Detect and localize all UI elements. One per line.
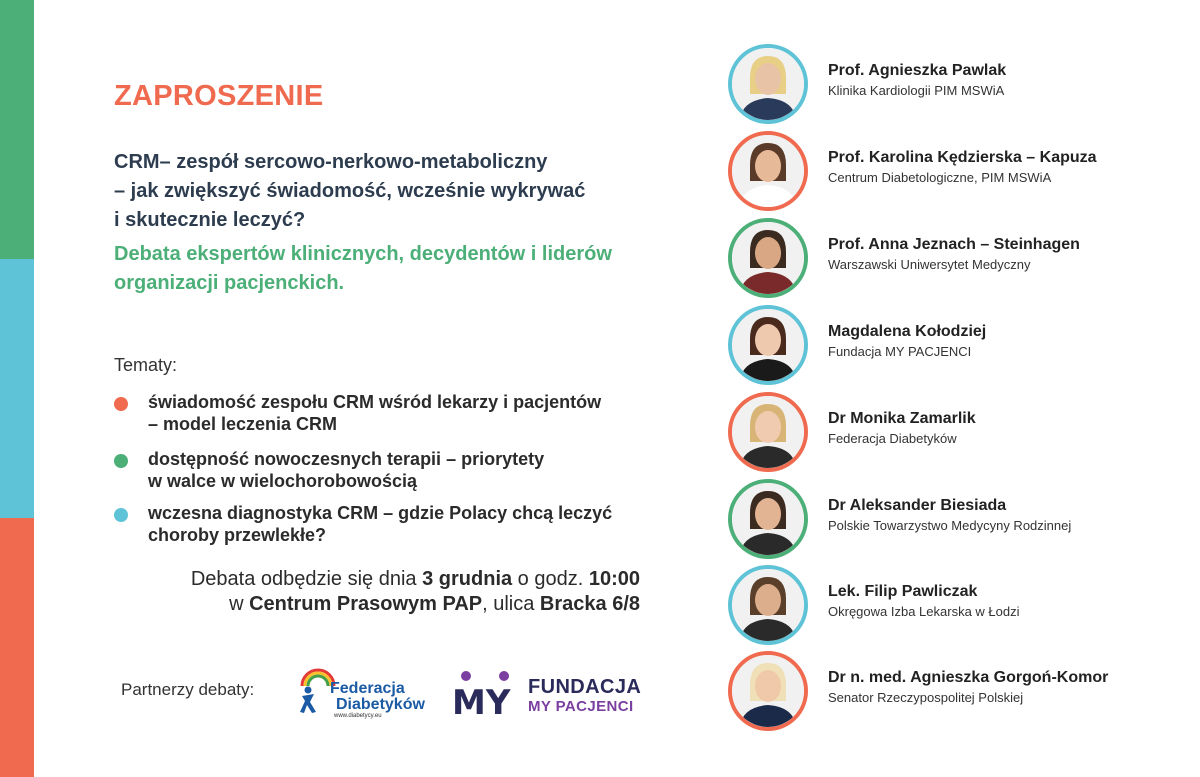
speaker-name: Dr Aleksander Biesiada [828, 497, 1007, 514]
speaker-card [728, 218, 1188, 300]
speaker-organization: Centrum Diabetologiczne, PIM MSWiA [828, 170, 1052, 185]
person-photo-icon [732, 309, 804, 381]
topic-text [148, 391, 601, 435]
bullet-dot-icon [114, 397, 128, 411]
speaker-card [728, 479, 1188, 561]
speaker-avatar [728, 651, 808, 731]
person-photo-icon [732, 222, 804, 294]
my-letters: MY [452, 683, 511, 720]
topic-line: świadomość zespołu CRM wśród lekarzy i pacjentów [148, 392, 602, 412]
person-photo-icon [732, 655, 804, 727]
event-date: 3 grudnia [422, 568, 513, 590]
speaker-card [728, 305, 1188, 387]
bullet-dot-icon [114, 454, 128, 468]
invitation-title: ZAPROSZENIE [114, 80, 324, 112]
headline-line: – jak zwiększyć świadomość, wcześnie wykrywać [114, 180, 586, 202]
logo-url: www.diabetycy.eu [334, 713, 382, 719]
speaker-avatar [728, 479, 808, 559]
speaker-organization: Warszawski Uniwersytet Medyczny [828, 257, 1031, 272]
topic-line: wczesna diagnostyka CRM – gdzie Polacy chcą leczyć [148, 503, 613, 523]
speaker-name: Lek. Filip Pawliczak [828, 583, 978, 600]
logo-text: Federacja [330, 680, 405, 697]
topic-line: – model leczenia CRM [148, 414, 338, 434]
speaker-name: Prof. Agnieszka Pawlak [828, 62, 1007, 79]
speaker-card [728, 44, 1188, 126]
speaker-name: Prof. Karolina Kędzierska – Kapuza [828, 149, 1097, 166]
person-photo-icon [732, 483, 804, 555]
event-time: 10:00 [588, 568, 640, 590]
speaker-card [728, 565, 1188, 647]
subheadline: Debata ekspertów klinicznych, decydentów i liderów organizacji pacjenckich. [114, 243, 612, 294]
speaker-name: Magdalena Kołodziej [828, 323, 987, 340]
speaker-name: Prof. Anna Jeznach – Steinhagen [828, 236, 1080, 253]
person-photo-icon [732, 396, 804, 468]
logo-text: FUNDACJA [528, 676, 642, 698]
bullet-dot-icon [114, 508, 128, 522]
speaker-avatar [728, 44, 808, 124]
speaker-avatar [728, 392, 808, 472]
speaker-card [728, 131, 1188, 213]
headline-line: i skutecznie leczyć? [114, 209, 306, 231]
event-date-line [114, 567, 640, 592]
topics-label: Tematy: [114, 355, 178, 375]
speaker-avatar [728, 218, 808, 298]
event-text: w [229, 593, 250, 615]
side-stripe-blue [0, 259, 34, 518]
speaker-avatar [728, 131, 808, 211]
topic-line: dostępność nowoczesnych terapii – priorytety [148, 449, 545, 469]
event-address: Bracka 6/8 [539, 593, 640, 615]
event-text: o godz. [512, 568, 589, 590]
person-photo-icon [732, 135, 804, 207]
speaker-name: Dr Monika Zamarlik [828, 410, 976, 427]
speaker-avatar [728, 565, 808, 645]
side-stripe-red [0, 518, 34, 777]
event-text: , ulica [482, 593, 540, 615]
event-text: Debata odbędzie się dnia [190, 568, 423, 590]
person-photo-icon [732, 48, 804, 120]
topic-text [148, 502, 612, 546]
speaker-organization: Federacja Diabetyków [828, 431, 957, 446]
topic-line: choroby przewlekłe? [148, 525, 327, 545]
speaker-avatar [728, 305, 808, 385]
speaker-organization: Polskie Towarzystwo Medycyny Rodzinnej [828, 518, 1072, 533]
speaker-organization: Fundacja MY PACJENCI [828, 344, 972, 359]
my-letters-icon [452, 668, 522, 720]
logo-text: Diabetyków [336, 696, 425, 713]
federacja-diabetykow-logo [296, 666, 436, 718]
partners-label: Partnerzy debaty: [121, 680, 255, 699]
headline-line: CRM– zespół sercowo-nerkowo-metaboliczny [114, 151, 548, 173]
event-venue-line [114, 592, 640, 617]
speaker-organization: Okręgowa Izba Lekarska w Łodzi [828, 604, 1020, 619]
person-photo-icon [732, 569, 804, 641]
speaker-card [728, 651, 1188, 733]
event-venue: Centrum Prasowym PAP [249, 593, 483, 615]
topic-text [148, 448, 544, 492]
logo-text: MY PACJENCI [528, 698, 634, 715]
speaker-name: Dr n. med. Agnieszka Gorgoń-Komor [828, 669, 1109, 686]
fundacja-my-pacjenci-logo [452, 668, 652, 720]
speaker-card [728, 392, 1188, 474]
topic-line: w walce w wielochorobowością [148, 471, 418, 491]
headline [114, 148, 674, 235]
speaker-organization: Senator Rzeczypospolitej Polskiej [828, 690, 1024, 705]
side-stripe-green [0, 0, 34, 259]
speaker-organization: Klinika Kardiologii PIM MSWiA [828, 83, 1005, 98]
